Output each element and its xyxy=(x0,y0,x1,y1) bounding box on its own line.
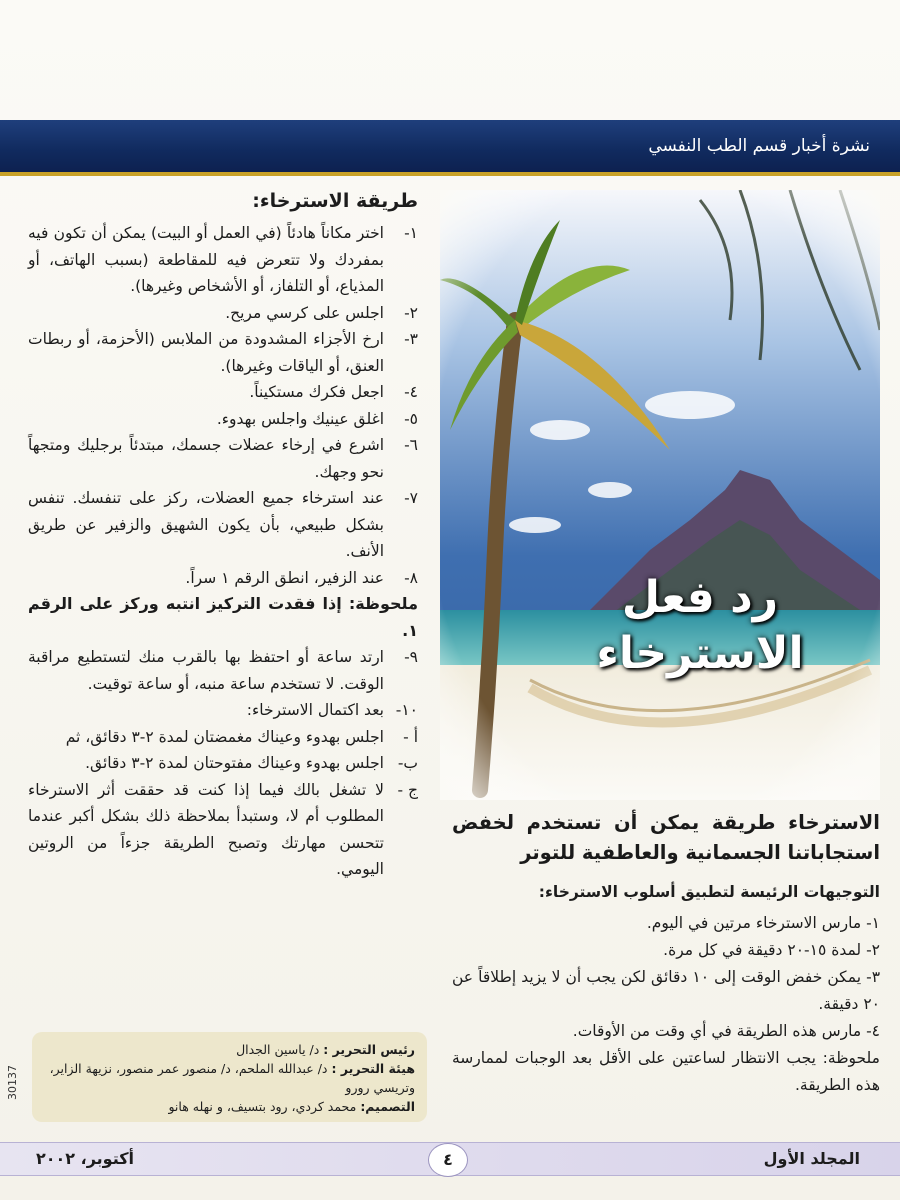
guideline-item: ٤- مارس هذه الطريقة في أي وقت من الأوقات. xyxy=(572,1022,880,1040)
method-substep: ب- اجلس بهدوء وعيناك مفتوحتان لمدة ٢-٣ دقائق. xyxy=(85,754,418,772)
method-step: ٥- اغلق عينيك واجلس بهدوء. xyxy=(216,409,418,428)
method-column xyxy=(28,186,418,883)
credit-design: التصميم: محمد كردي، رود بتسيف، و نهله هانو xyxy=(168,1099,415,1114)
method-step: ٤- اجعل فكرك مستكيناً. xyxy=(249,383,418,401)
page-number: ٤ xyxy=(428,1143,468,1177)
method-title: طريقة الاسترخاء: xyxy=(252,190,418,212)
method-steps xyxy=(28,220,418,591)
guideline-note: ملحوظة: يجب الانتظار لساعتين على الأقل بعد الوجبات لممارسة هذه الطريقة. xyxy=(452,1049,880,1094)
focus-note: ملحوظة: إذا فقدت التركيز انتبه وركز على الرقم ١. xyxy=(28,594,418,640)
credits-box xyxy=(32,1032,427,1122)
method-substep: ج - لا تشغل بالك فيما إذا كنت قد حققت أثر الاسترخاء المطلوب أم لا، وستبدأ بملاحظة ذلك بشكل أكبر عندما تتحسن مهارتك وتصبح الطريقة جزءاً من الروتين اليومي. xyxy=(28,780,418,878)
method-step: ٢- اجلس على كرسي مريح. xyxy=(225,303,418,322)
method-step: ٣- ارخ الأجزاء المشدودة من الملابس (الأحزمة، أو ربطات العنق، أو الياقات وغيرها). xyxy=(28,330,418,375)
footer-date: أكتوبر، ٢٠٠٢ xyxy=(36,1149,135,1168)
tropical-beach-photo xyxy=(440,190,880,800)
guideline-item: ٢- لمدة ١٥-٢٠ دقيقة في كل مرة. xyxy=(663,941,880,959)
footer-volume: المجلد الأول xyxy=(763,1149,860,1168)
method-step: ١- اختر مكاناً هادئاً (في العمل أو البيت) يمكن أن تكون فيه بمفردك ولا تتعرض فيه للمقاطعة (بسبب الهاتف، أو المذياع، أو التلفاز، أو الأشخاص وغيرها). xyxy=(28,224,418,295)
guideline-item: ١- مارس الاسترخاء مرتين في اليوم. xyxy=(646,914,880,932)
intro-statement: الاسترخاء طريقة يمكن أن تستخدم لخفض استجاباتنا الجسمانية والعاطفية للتوتر xyxy=(452,811,880,864)
footer-bar xyxy=(0,1142,900,1176)
method-step: ٧- عند استرخاء جميع العضلات، ركز على تنفسك. تنفس بشكل طبيعي، بأن يكون الشهيق والزفير عن طريق الأنف. xyxy=(28,489,418,560)
guideline-item: ٣- يمكن خفض الوقت إلى ١٠ دقائق لكن يجب أن لا يزيد إطلاقاً عن ٢٠ دقيقة. xyxy=(452,968,881,1013)
credit-board: هيئة التحرير : د/ عبدالله الملحم، د/ منصور عمر منصور، نزيهة الزاير، وتريسي رورو xyxy=(49,1061,415,1095)
method-step: ٨- عند الزفير، انطق الرقم ١ سراً. xyxy=(185,568,418,587)
guidelines-column xyxy=(452,808,880,1099)
method-substep: أ - اجلس بهدوء وعيناك مغمضتان لمدة ٢-٣ دقائق، ثم xyxy=(65,727,418,746)
guidelines-title: التوجيهات الرئيسة لتطبيق أسلوب الاسترخاء: xyxy=(538,883,880,901)
method-step: ٦- اشرع في إرخاء عضلات جسمك، مبتدئاً برجليك ومتجهاً نحو وجهك. xyxy=(28,436,418,481)
side-code: 30137 xyxy=(6,1065,19,1100)
header-bar xyxy=(0,120,900,176)
credit-editor: رئيس التحرير : د/ ياسين الجدال xyxy=(236,1042,415,1057)
beach-illustration xyxy=(440,190,880,800)
method-step: ٩- ارتد ساعة أو احتفظ بها بالقرب منك لتستطيع مراقبة الوقت. لا تستخدم ساعة منبه، أو ساعة توقيت. xyxy=(28,648,418,693)
newsletter-title: نشرة أخبار قسم الطب النفسي xyxy=(648,136,870,156)
photo-title: رد فعل الاسترخاء xyxy=(596,572,804,679)
method-step: ١٠- بعد اكتمال الاسترخاء: xyxy=(246,701,418,719)
